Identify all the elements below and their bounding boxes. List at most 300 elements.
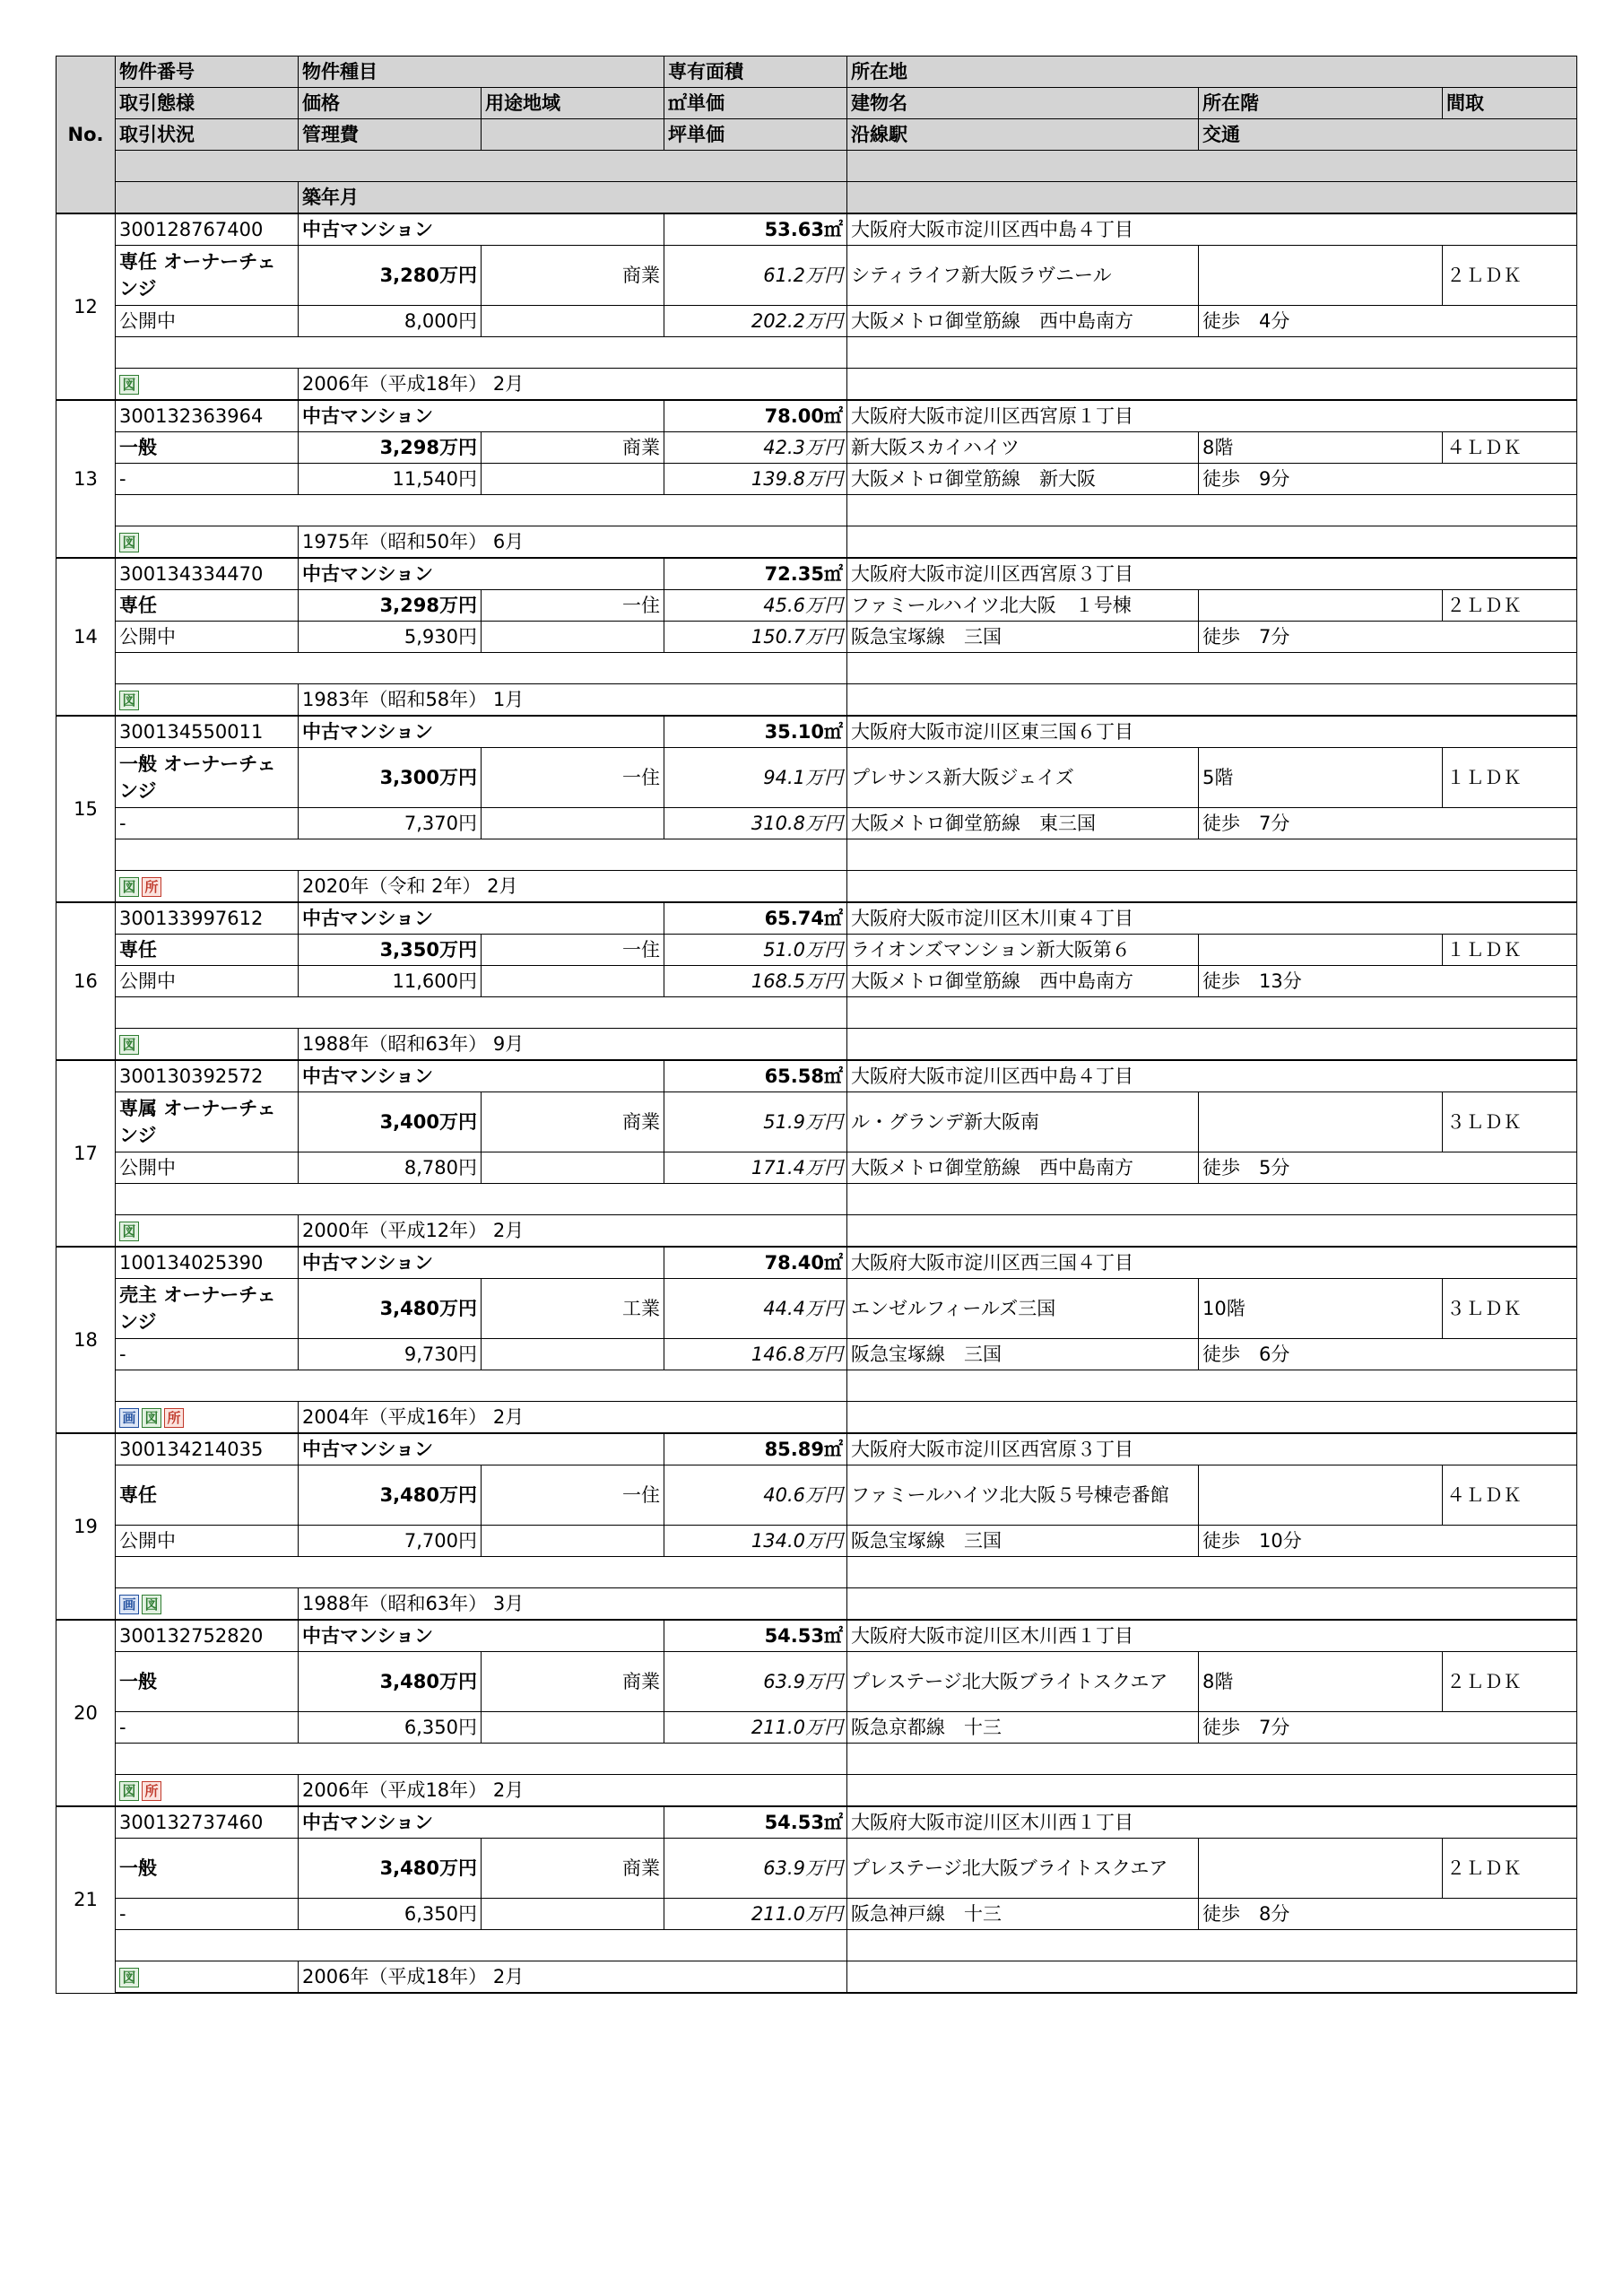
header-blank [116, 182, 299, 214]
header-floor: 所在階 [1199, 88, 1443, 119]
header-sqm-price: ㎡単価 [664, 88, 847, 119]
property-row-5 [56, 871, 1577, 903]
management-fee: 6,350円 [299, 1899, 482, 1930]
management-fee: 9,730円 [299, 1339, 482, 1370]
status: 公開中 [116, 966, 299, 997]
property-no: 17 [56, 1060, 116, 1247]
tsubo-price: 202.2万円 [664, 306, 847, 337]
property-row-2 [56, 1279, 1577, 1339]
exclusive-area: 35.10㎡ [664, 716, 847, 748]
layout: ２ＬＤＫ [1443, 590, 1577, 622]
tsubo-price: 211.0万円 [664, 1899, 847, 1930]
property-row-1 [56, 1060, 1577, 1092]
sqm-price: 61.2万円 [664, 246, 847, 306]
empty-cell [116, 1744, 847, 1775]
empty-cell [482, 622, 664, 653]
building-name: エンゼルフィールズ三国 [847, 1279, 1199, 1339]
tsubo-price: 171.4万円 [664, 1152, 847, 1184]
tsubo-price: 146.8万円 [664, 1339, 847, 1370]
price: 3,480万円 [299, 1839, 482, 1899]
built-date: 2006年（平成18年） 2月 [299, 1961, 847, 1994]
address: 大阪府大阪市淀川区木川西１丁目 [847, 1620, 1577, 1652]
property-row-1 [56, 558, 1577, 590]
price: 3,298万円 [299, 432, 482, 464]
layout: ３ＬＤＫ [1443, 1279, 1577, 1339]
price: 3,300万円 [299, 748, 482, 808]
transaction-mode: 一般 [116, 432, 299, 464]
zoning: 一住 [482, 1465, 664, 1526]
price: 3,480万円 [299, 1465, 482, 1526]
header-row-4 [56, 151, 1577, 182]
property-type: 中古マンション [299, 1247, 664, 1279]
empty-cell [482, 306, 664, 337]
empty-cell [847, 1744, 1577, 1775]
floor: 8階 [1199, 432, 1443, 464]
transaction-mode: 専任 オーナーチェンジ [116, 246, 299, 306]
management-fee: 11,540円 [299, 464, 482, 495]
property-row-5 [56, 526, 1577, 559]
status: - [116, 464, 299, 495]
zoning: 一住 [482, 935, 664, 966]
station: 阪急宝塚線 三国 [847, 622, 1199, 653]
empty-cell [847, 997, 1577, 1029]
zoning: 商業 [482, 1652, 664, 1712]
building-name: ファミールハイツ北大阪５号棟壱番館 [847, 1465, 1199, 1526]
built-date: 2006年（平成18年） 2月 [299, 1775, 847, 1807]
transaction-mode: 専任 [116, 1465, 299, 1526]
property-row-4 [56, 1370, 1577, 1402]
exclusive-area: 65.58㎡ [664, 1060, 847, 1092]
property-row-2 [56, 590, 1577, 622]
icon-cell [116, 1402, 299, 1434]
property-number: 300134214035 [116, 1433, 299, 1465]
property-row-4 [56, 337, 1577, 369]
empty-cell [847, 337, 1577, 369]
building-name: プレサンス新大阪ジェイズ [847, 748, 1199, 808]
price: 3,298万円 [299, 590, 482, 622]
header-exclusive-area: 専有面積 [664, 57, 847, 88]
address: 大阪府大阪市淀川区西宮原１丁目 [847, 400, 1577, 432]
built-date: 1975年（昭和50年） 6月 [299, 526, 847, 559]
header-no: No. [56, 57, 116, 214]
property-row-4 [56, 1744, 1577, 1775]
floorplan-icon[interactable]: 図 [119, 1968, 139, 1987]
floor [1199, 246, 1443, 306]
tsubo-price: 139.8万円 [664, 464, 847, 495]
access: 徒歩 8分 [1199, 1899, 1577, 1930]
floor: 8階 [1199, 1652, 1443, 1712]
property-type: 中古マンション [299, 558, 664, 590]
icon-cell [116, 1775, 299, 1807]
property-row-2 [56, 935, 1577, 966]
built-date: 2004年（平成16年） 2月 [299, 1402, 847, 1434]
property-row-3 [56, 464, 1577, 495]
photo-icon[interactable]: 画 [119, 1408, 139, 1428]
sqm-price: 94.1万円 [664, 748, 847, 808]
address: 大阪府大阪市淀川区西宮原３丁目 [847, 558, 1577, 590]
address: 大阪府大阪市淀川区東三国６丁目 [847, 716, 1577, 748]
property-row-3 [56, 966, 1577, 997]
empty-cell [847, 839, 1577, 871]
header-blank [847, 182, 1577, 214]
property-no: 12 [56, 213, 116, 400]
icon-cell [116, 526, 299, 559]
property-number: 100134025390 [116, 1247, 299, 1279]
empty-cell [116, 495, 847, 526]
property-row-4 [56, 1930, 1577, 1961]
transaction-mode: 一般 [116, 1652, 299, 1712]
icon-cell [116, 1961, 299, 1994]
zoning: 商業 [482, 1092, 664, 1152]
property-row-1 [56, 400, 1577, 432]
floor [1199, 1092, 1443, 1152]
layout: １ＬＤＫ [1443, 748, 1577, 808]
property-row-5 [56, 1775, 1577, 1807]
zoning: 商業 [482, 432, 664, 464]
floorplan-icon[interactable]: 図 [119, 1222, 139, 1241]
empty-cell [482, 1339, 664, 1370]
empty-cell [116, 1370, 847, 1402]
property-no: 20 [56, 1620, 116, 1806]
header-zoning: 用途地域 [482, 88, 664, 119]
empty-cell [847, 1930, 1577, 1961]
property-type: 中古マンション [299, 1806, 664, 1839]
icon-cell [116, 684, 299, 717]
price: 3,400万円 [299, 1092, 482, 1152]
property-number: 300132752820 [116, 1620, 299, 1652]
property-row-2 [56, 1839, 1577, 1899]
layout: ３ＬＤＫ [1443, 1092, 1577, 1152]
property-number: 300130392572 [116, 1060, 299, 1092]
address: 大阪府大阪市淀川区西中島４丁目 [847, 1060, 1577, 1092]
zoning: 商業 [482, 246, 664, 306]
station: 大阪メトロ御堂筋線 新大阪 [847, 464, 1199, 495]
station: 大阪メトロ御堂筋線 西中島南方 [847, 1152, 1199, 1184]
property-row-3 [56, 306, 1577, 337]
property-row-3 [56, 1152, 1577, 1184]
zoning: 一住 [482, 590, 664, 622]
address: 大阪府大阪市淀川区西宮原３丁目 [847, 1433, 1577, 1465]
icon-cell [116, 1215, 299, 1248]
property-type: 中古マンション [299, 902, 664, 935]
tsubo-price: 168.5万円 [664, 966, 847, 997]
empty-cell [847, 1370, 1577, 1402]
header-tsubo-price: 坪単価 [664, 119, 847, 151]
property-row-1 [56, 716, 1577, 748]
exclusive-area: 65.74㎡ [664, 902, 847, 935]
location-map-icon[interactable]: 所 [142, 877, 161, 897]
property-row-1 [56, 902, 1577, 935]
empty-cell [847, 526, 1577, 559]
floor [1199, 590, 1443, 622]
price: 3,280万円 [299, 246, 482, 306]
property-row-2 [56, 246, 1577, 306]
layout: ２ＬＤＫ [1443, 1652, 1577, 1712]
access: 徒歩 6分 [1199, 1339, 1577, 1370]
header-property-number: 物件番号 [116, 57, 299, 88]
access: 徒歩 7分 [1199, 808, 1577, 839]
property-number: 300133997612 [116, 902, 299, 935]
header-row-1 [56, 57, 1577, 88]
property-row-1 [56, 1247, 1577, 1279]
status: 公開中 [116, 1526, 299, 1557]
empty-cell [847, 1402, 1577, 1434]
property-row-1 [56, 1806, 1577, 1839]
floorplan-icon[interactable]: 図 [119, 533, 139, 552]
property-type: 中古マンション [299, 400, 664, 432]
building-name: シティライフ新大阪ラヴニール [847, 246, 1199, 306]
price: 3,480万円 [299, 1279, 482, 1339]
management-fee: 11,600円 [299, 966, 482, 997]
built-date: 1988年（昭和63年） 9月 [299, 1029, 847, 1061]
property-no: 13 [56, 400, 116, 558]
access: 徒歩 5分 [1199, 1152, 1577, 1184]
address: 大阪府大阪市淀川区木川東４丁目 [847, 902, 1577, 935]
access: 徒歩 10分 [1199, 1526, 1577, 1557]
exclusive-area: 78.40㎡ [664, 1247, 847, 1279]
property-row-1 [56, 1620, 1577, 1652]
built-date: 2006年（平成18年） 2月 [299, 369, 847, 401]
station: 大阪メトロ御堂筋線 東三国 [847, 808, 1199, 839]
floorplan-icon[interactable]: 図 [119, 1781, 139, 1801]
building-name: ライオンズマンション新大阪第６ [847, 935, 1199, 966]
building-name: ファミールハイツ北大阪 １号棟 [847, 590, 1199, 622]
property-row-4 [56, 653, 1577, 684]
property-row-5 [56, 1961, 1577, 1994]
empty-cell [847, 871, 1577, 903]
photo-icon[interactable]: 画 [119, 1595, 139, 1614]
empty-cell [847, 495, 1577, 526]
management-fee: 7,370円 [299, 808, 482, 839]
floorplan-icon[interactable]: 図 [119, 877, 139, 897]
location-map-icon[interactable]: 所 [164, 1408, 184, 1428]
exclusive-area: 54.53㎡ [664, 1806, 847, 1839]
exclusive-area: 78.00㎡ [664, 400, 847, 432]
property-no: 18 [56, 1247, 116, 1433]
sqm-price: 45.6万円 [664, 590, 847, 622]
built-date: 1983年（昭和58年） 1月 [299, 684, 847, 717]
building-name: ル・グランデ新大阪南 [847, 1092, 1199, 1152]
header-management-fee: 管理費 [299, 119, 482, 151]
sqm-price: 63.9万円 [664, 1652, 847, 1712]
sqm-price: 42.3万円 [664, 432, 847, 464]
empty-cell [847, 1215, 1577, 1248]
management-fee: 7,700円 [299, 1526, 482, 1557]
sqm-price: 44.4万円 [664, 1279, 847, 1339]
status: - [116, 1339, 299, 1370]
floor [1199, 1839, 1443, 1899]
station: 阪急宝塚線 三国 [847, 1339, 1199, 1370]
property-row-5 [56, 684, 1577, 717]
property-row-2 [56, 1652, 1577, 1712]
station: 阪急神戸線 十三 [847, 1899, 1199, 1930]
empty-cell [116, 653, 847, 684]
property-row-3 [56, 622, 1577, 653]
empty-cell [482, 808, 664, 839]
layout: ４ＬＤＫ [1443, 1465, 1577, 1526]
property-no: 21 [56, 1806, 116, 1993]
location-map-icon[interactable]: 所 [142, 1781, 161, 1801]
property-type: 中古マンション [299, 716, 664, 748]
header-station: 沿線駅 [847, 119, 1199, 151]
empty-cell [847, 1961, 1577, 1994]
transaction-mode: 専属 オーナーチェンジ [116, 1092, 299, 1152]
empty-cell [482, 966, 664, 997]
station: 大阪メトロ御堂筋線 西中島南方 [847, 966, 1199, 997]
transaction-mode: 一般 [116, 1839, 299, 1899]
empty-cell [116, 337, 847, 369]
price: 3,480万円 [299, 1652, 482, 1712]
property-no: 14 [56, 558, 116, 716]
property-table [56, 56, 1577, 1994]
header-transaction-mode: 取引態様 [116, 88, 299, 119]
zoning: 商業 [482, 1839, 664, 1899]
built-date: 2020年（令和 2年） 2月 [299, 871, 847, 903]
header-built-date: 築年月 [299, 182, 847, 214]
property-type: 中古マンション [299, 1620, 664, 1652]
access: 徒歩 9分 [1199, 464, 1577, 495]
access: 徒歩 7分 [1199, 1712, 1577, 1744]
built-date: 1988年（昭和63年） 3月 [299, 1588, 847, 1621]
transaction-mode: 専任 [116, 590, 299, 622]
floorplan-icon[interactable]: 図 [119, 1035, 139, 1055]
built-date: 2000年（平成12年） 2月 [299, 1215, 847, 1248]
header-price: 価格 [299, 88, 482, 119]
zoning: 一住 [482, 748, 664, 808]
transaction-mode: 売主 オーナーチェンジ [116, 1279, 299, 1339]
empty-cell [482, 1712, 664, 1744]
empty-cell [116, 1930, 847, 1961]
address: 大阪府大阪市淀川区西中島４丁目 [847, 213, 1577, 246]
property-row-3 [56, 1339, 1577, 1370]
header-status: 取引状況 [116, 119, 299, 151]
floor: 5階 [1199, 748, 1443, 808]
property-row-2 [56, 432, 1577, 464]
empty-cell [116, 997, 847, 1029]
tsubo-price: 134.0万円 [664, 1526, 847, 1557]
access: 徒歩 4分 [1199, 306, 1577, 337]
header-row-3 [56, 119, 1577, 151]
property-number: 300134334470 [116, 558, 299, 590]
sqm-price: 51.0万円 [664, 935, 847, 966]
exclusive-area: 85.89㎡ [664, 1433, 847, 1465]
sqm-price: 51.9万円 [664, 1092, 847, 1152]
address: 大阪府大阪市淀川区木川西１丁目 [847, 1806, 1577, 1839]
icon-cell [116, 871, 299, 903]
icon-cell [116, 369, 299, 401]
empty-cell [847, 1588, 1577, 1621]
header-blank [847, 151, 1577, 182]
empty-cell [482, 1152, 664, 1184]
property-number: 300128767400 [116, 213, 299, 246]
empty-cell [482, 464, 664, 495]
station: 阪急京都線 十三 [847, 1712, 1199, 1744]
property-row-2 [56, 748, 1577, 808]
property-row-2 [56, 1092, 1577, 1152]
status: - [116, 1899, 299, 1930]
property-row-5 [56, 1215, 1577, 1248]
header-access: 交通 [1199, 119, 1577, 151]
empty-cell [116, 1184, 847, 1215]
property-row-4 [56, 997, 1577, 1029]
management-fee: 8,000円 [299, 306, 482, 337]
empty-cell [847, 1775, 1577, 1807]
layout: ４ＬＤＫ [1443, 432, 1577, 464]
building-name: 新大阪スカイハイツ [847, 432, 1199, 464]
tsubo-price: 211.0万円 [664, 1712, 847, 1744]
property-row-4 [56, 495, 1577, 526]
exclusive-area: 72.35㎡ [664, 558, 847, 590]
tsubo-price: 310.8万円 [664, 808, 847, 839]
icon-cell [116, 1588, 299, 1621]
header-property-type: 物件種目 [299, 57, 664, 88]
property-row-5 [56, 1029, 1577, 1061]
floorplan-icon[interactable]: 図 [142, 1408, 161, 1428]
header-row-2 [56, 88, 1577, 119]
header-blank [482, 119, 664, 151]
property-number: 300134550011 [116, 716, 299, 748]
floorplan-icon[interactable]: 図 [119, 375, 139, 395]
empty-cell [847, 653, 1577, 684]
building-name: プレステージ北大阪ブライトスクエア [847, 1839, 1199, 1899]
property-number: 300132737460 [116, 1806, 299, 1839]
property-row-4 [56, 839, 1577, 871]
property-no: 16 [56, 902, 116, 1060]
management-fee: 5,930円 [299, 622, 482, 653]
tsubo-price: 150.7万円 [664, 622, 847, 653]
property-type: 中古マンション [299, 1433, 664, 1465]
status: - [116, 1712, 299, 1744]
station: 大阪メトロ御堂筋線 西中島南方 [847, 306, 1199, 337]
header-building-name: 建物名 [847, 88, 1199, 119]
floorplan-icon[interactable]: 図 [119, 691, 139, 710]
status: 公開中 [116, 306, 299, 337]
station: 阪急宝塚線 三国 [847, 1526, 1199, 1557]
property-row-5 [56, 1588, 1577, 1621]
empty-cell [116, 839, 847, 871]
property-no: 15 [56, 716, 116, 902]
property-row-3 [56, 808, 1577, 839]
header-address: 所在地 [847, 57, 1577, 88]
property-row-5 [56, 1402, 1577, 1434]
status: 公開中 [116, 622, 299, 653]
exclusive-area: 54.53㎡ [664, 1620, 847, 1652]
property-no: 19 [56, 1433, 116, 1620]
transaction-mode: 専任 [116, 935, 299, 966]
layout: ２ＬＤＫ [1443, 246, 1577, 306]
property-row-5 [56, 369, 1577, 401]
status: - [116, 808, 299, 839]
icon-cell [116, 1029, 299, 1061]
header-row-5 [56, 182, 1577, 214]
floorplan-icon[interactable]: 図 [142, 1595, 161, 1614]
empty-cell [847, 684, 1577, 717]
property-row-3 [56, 1712, 1577, 1744]
property-row-4 [56, 1557, 1577, 1588]
floor [1199, 1465, 1443, 1526]
status: 公開中 [116, 1152, 299, 1184]
property-row-3 [56, 1899, 1577, 1930]
layout: ２ＬＤＫ [1443, 1839, 1577, 1899]
floor: 10階 [1199, 1279, 1443, 1339]
address: 大阪府大阪市淀川区西三国４丁目 [847, 1247, 1577, 1279]
property-type: 中古マンション [299, 213, 664, 246]
empty-cell [847, 1557, 1577, 1588]
property-row-1 [56, 213, 1577, 246]
access: 徒歩 13分 [1199, 966, 1577, 997]
property-row-1 [56, 1433, 1577, 1465]
property-type: 中古マンション [299, 1060, 664, 1092]
